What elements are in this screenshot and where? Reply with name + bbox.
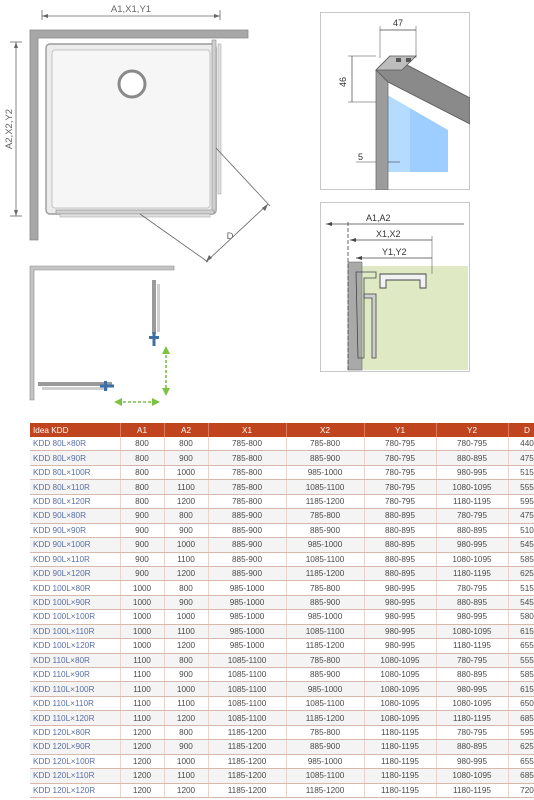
dimension-cell: 1100	[164, 624, 208, 638]
dimension-cell: 1085-1100	[208, 653, 286, 667]
dimension-cell: 1080-1095	[436, 696, 508, 710]
dimension-cell: 1080-1095	[436, 769, 508, 783]
dimension-cell: 900	[120, 509, 164, 523]
model-name-cell: KDD 80L×100R	[30, 465, 120, 479]
side-glass-panel	[212, 40, 216, 212]
column-header: Idea KDD	[30, 423, 120, 437]
table-row	[30, 624, 534, 638]
profile-width-label: 47	[392, 18, 404, 28]
dimension-cell: 900	[120, 552, 164, 566]
dimension-cell: 595	[508, 494, 534, 508]
model-name-cell: KDD 100L×120R	[30, 639, 120, 653]
dimension-cell: 515	[508, 581, 534, 595]
dimension-cell: 1085-1100	[208, 668, 286, 682]
dimension-cell: 885-900	[286, 523, 364, 537]
dimension-cell: 510	[508, 523, 534, 537]
dimension-cell: 1200	[164, 566, 208, 580]
dimension-cell: 625	[508, 566, 534, 580]
table-row	[30, 653, 534, 667]
drain-icon	[119, 71, 145, 97]
dimension-cell: 885-900	[286, 595, 364, 609]
model-name-cell: KDD 120L×90R	[30, 740, 120, 754]
dimension-cell: 1100	[164, 769, 208, 783]
dimension-cell: 985-1000	[286, 465, 364, 479]
model-name-cell: KDD 80L×110R	[30, 480, 120, 494]
dimension-cell: 885-900	[208, 509, 286, 523]
dimension-cell: 1100	[120, 711, 164, 725]
dimension-cell: 1185-1200	[208, 725, 286, 739]
table-row	[30, 668, 534, 682]
model-name-cell: KDD 100L×110R	[30, 624, 120, 638]
dimension-cell: 980-995	[364, 639, 436, 653]
table-row	[30, 783, 534, 797]
column-header: A1	[120, 423, 164, 437]
dimension-cell: 780-795	[364, 480, 436, 494]
dimension-cell: 980-995	[364, 610, 436, 624]
dimension-cell: 1185-1200	[286, 639, 364, 653]
table-row	[30, 465, 534, 479]
dimension-cell: 885-900	[208, 566, 286, 580]
dimension-cell: 980-995	[436, 465, 508, 479]
dimension-cell: 1085-1100	[286, 624, 364, 638]
dimension-cell: 1000	[164, 538, 208, 552]
dimension-cell: 1000	[164, 754, 208, 768]
dimension-cell: 440	[508, 437, 534, 451]
model-name-cell: KDD 110L×100R	[30, 682, 120, 696]
dimension-cell: 980-995	[364, 595, 436, 609]
table-row	[30, 740, 534, 754]
dimension-cell: 1180-1195	[436, 566, 508, 580]
dimension-cell: 1100	[120, 668, 164, 682]
model-name-cell: KDD 100L×90R	[30, 595, 120, 609]
column-header: A2	[164, 423, 208, 437]
model-name-cell: KDD 120L×100R	[30, 754, 120, 768]
dimension-cell: 900	[164, 740, 208, 754]
model-name-cell: KDD 110L×120R	[30, 711, 120, 725]
dimension-cell: 615	[508, 682, 534, 696]
dimensions-table	[30, 423, 534, 798]
model-name-cell: KDD 110L×80R	[30, 653, 120, 667]
dimension-cell: 1185-1200	[286, 494, 364, 508]
dimension-cell: 1200	[164, 639, 208, 653]
dimension-cell: 780-795	[436, 509, 508, 523]
dimension-cell: 985-1000	[208, 610, 286, 624]
dimension-cell: 780-795	[364, 494, 436, 508]
dimension-cell: 1085-1100	[286, 480, 364, 494]
model-name-cell: KDD 120L×120R	[30, 783, 120, 797]
wall-profile	[348, 262, 362, 370]
profile-detail-view	[320, 12, 470, 190]
dimension-cell: 1180-1195	[364, 754, 436, 768]
dimension-cell: 800	[164, 653, 208, 667]
dimension-cell: 980-995	[364, 624, 436, 638]
dimension-cell: 985-1000	[286, 754, 364, 768]
dimension-cell: 880-895	[436, 595, 508, 609]
sliding-door-front	[60, 214, 210, 217]
table-row	[30, 769, 534, 783]
model-name-cell: KDD 90L×80R	[30, 509, 120, 523]
column-header: Y2	[436, 423, 508, 437]
dimension-cell: 1200	[120, 725, 164, 739]
dimension-cell: 1200	[164, 783, 208, 797]
model-name-cell: KDD 110L×90R	[30, 668, 120, 682]
handle-icon	[149, 332, 159, 346]
dimension-cell: 900	[164, 523, 208, 537]
dimension-cell: 885-900	[208, 523, 286, 537]
width-dimension	[42, 4, 220, 20]
dimension-cell: 800	[164, 509, 208, 523]
dimension-cell: 1085-1100	[286, 552, 364, 566]
dimension-cell: 980-995	[436, 538, 508, 552]
model-name-cell: KDD 120L×80R	[30, 725, 120, 739]
diagonal-label: D	[226, 231, 234, 242]
dimension-cell: 900	[164, 595, 208, 609]
dimension-cell: 900	[120, 523, 164, 537]
dimension-cell: 880-895	[364, 509, 436, 523]
dimension-cell: 980-995	[436, 610, 508, 624]
dimension-cell: 985-1000	[286, 682, 364, 696]
table-body	[30, 437, 534, 797]
table-row	[30, 725, 534, 739]
dimension-cell: 1000	[164, 610, 208, 624]
dimension-cell: 1100	[164, 696, 208, 710]
section-y-label: Y1,Y2	[382, 247, 407, 257]
dimension-cell: 1200	[120, 769, 164, 783]
dimension-cell: 780-795	[436, 725, 508, 739]
dimension-cell: 555	[508, 480, 534, 494]
dimension-cell: 1200	[120, 783, 164, 797]
dimension-cell: 515	[508, 465, 534, 479]
dimension-cell: 585	[508, 552, 534, 566]
dimension-cell: 785-800	[208, 437, 286, 451]
dimension-cell: 1085-1100	[208, 682, 286, 696]
dimension-cell: 1080-1095	[364, 696, 436, 710]
dimension-cell: 780-795	[436, 653, 508, 667]
dimension-cell: 780-795	[364, 465, 436, 479]
dimension-cell: 1080-1095	[364, 668, 436, 682]
dimension-cell: 545	[508, 538, 534, 552]
dimension-cell: 985-1000	[286, 610, 364, 624]
dimension-cell: 800	[164, 725, 208, 739]
dimension-cell: 880-895	[436, 668, 508, 682]
dimension-cell: 1185-1200	[208, 769, 286, 783]
dimension-cell: 880-895	[436, 740, 508, 754]
table-row	[30, 696, 534, 710]
table-row	[30, 754, 534, 768]
dimension-cell: 1080-1095	[364, 653, 436, 667]
table-row	[30, 595, 534, 609]
model-name-cell: KDD 110L×110R	[30, 696, 120, 710]
column-header: D	[508, 423, 534, 437]
table-row	[30, 639, 534, 653]
dimension-cell: 1080-1095	[364, 711, 436, 725]
table-row	[30, 610, 534, 624]
dimension-cell: 1185-1200	[208, 754, 286, 768]
dimension-cell: 1180-1195	[436, 783, 508, 797]
dimension-cell: 1180-1195	[364, 740, 436, 754]
dimension-cell: 1000	[120, 595, 164, 609]
dimension-cell: 880-895	[364, 566, 436, 580]
table-row	[30, 552, 534, 566]
dimension-cell: 1080-1095	[364, 682, 436, 696]
dimension-cell: 780-795	[436, 437, 508, 451]
dimension-cell: 1100	[120, 653, 164, 667]
dimension-cell: 685	[508, 711, 534, 725]
dimension-cell: 1000	[164, 465, 208, 479]
dimension-cell: 1100	[164, 480, 208, 494]
dimension-cell: 785-800	[286, 437, 364, 451]
dimension-cell: 720	[508, 783, 534, 797]
dimension-cell: 880-895	[364, 538, 436, 552]
dimension-cell: 800	[120, 437, 164, 451]
dimension-cell: 785-800	[208, 451, 286, 465]
dimension-cell: 780-795	[436, 581, 508, 595]
dimension-cell: 1200	[164, 711, 208, 725]
table-row	[30, 581, 534, 595]
section-a-label: A1,A2	[366, 213, 391, 223]
width-label: A1,X1,Y1	[110, 4, 152, 15]
dimension-cell: 800	[120, 494, 164, 508]
dimension-cell: 1080-1095	[436, 624, 508, 638]
dimension-cell: 900	[164, 668, 208, 682]
section-detail-view	[320, 202, 470, 372]
dimension-cell: 1100	[164, 552, 208, 566]
sliding-door-side	[218, 44, 221, 194]
dimension-cell: 885-900	[286, 668, 364, 682]
dimension-cell: 1185-1200	[286, 711, 364, 725]
dimension-cell: 785-800	[286, 581, 364, 595]
fixed-side-panel	[152, 280, 156, 334]
dimension-cell: 1180-1195	[364, 725, 436, 739]
dimension-cell: 615	[508, 624, 534, 638]
dimension-cell: 980-995	[436, 682, 508, 696]
dimension-cell: 900	[120, 538, 164, 552]
table-row	[30, 451, 534, 465]
model-name-cell: KDD 120L×110R	[30, 769, 120, 783]
model-name-cell: KDD 90L×90R	[30, 523, 120, 537]
front-glass-panel	[56, 210, 214, 214]
dimension-cell: 1100	[120, 682, 164, 696]
table-row	[30, 566, 534, 580]
table-header-row	[30, 423, 534, 437]
dimension-cell: 785-800	[208, 494, 286, 508]
dimension-cell: 655	[508, 754, 534, 768]
dimension-cell: 1185-1200	[208, 740, 286, 754]
dimension-cell: 785-800	[208, 465, 286, 479]
table-row	[30, 711, 534, 725]
table-row	[30, 682, 534, 696]
dimension-cell: 985-1000	[208, 595, 286, 609]
glass-inset-label: 5	[358, 152, 364, 162]
dimension-cell: 785-800	[208, 480, 286, 494]
model-name-cell: KDD 90L×110R	[30, 552, 120, 566]
dimension-cell: 1000	[120, 581, 164, 595]
dimension-cell: 1000	[120, 610, 164, 624]
dimension-cell: 1185-1200	[208, 783, 286, 797]
depth-label: A2,X2,Y2	[4, 108, 15, 150]
model-name-cell: KDD 90L×120R	[30, 566, 120, 580]
column-header: X1	[208, 423, 286, 437]
column-header: X2	[286, 423, 364, 437]
dimension-cell: 880-895	[364, 523, 436, 537]
profile-height-label: 46	[338, 76, 348, 88]
dimension-cell: 1085-1100	[208, 711, 286, 725]
dimension-cell: 580	[508, 610, 534, 624]
dimension-cell: 1200	[164, 494, 208, 508]
model-name-cell: KDD 100L×80R	[30, 581, 120, 595]
dimension-cell: 545	[508, 595, 534, 609]
dimension-cell: 880-895	[436, 523, 508, 537]
dimension-cell: 595	[508, 725, 534, 739]
dimension-cell: 985-1000	[208, 581, 286, 595]
dimension-cell: 1180-1195	[436, 639, 508, 653]
model-name-cell: KDD 100L×100R	[30, 610, 120, 624]
dimension-cell: 800	[164, 437, 208, 451]
dimension-cell: 880-895	[364, 552, 436, 566]
dimension-cell: 985-1000	[208, 639, 286, 653]
top-plan-view	[0, 0, 300, 270]
dimension-cell: 1000	[164, 682, 208, 696]
dimension-cell: 1080-1095	[436, 480, 508, 494]
dimension-cell: 900	[164, 451, 208, 465]
table-row	[30, 494, 534, 508]
model-name-cell: KDD 80L×120R	[30, 494, 120, 508]
dimension-cell: 880-895	[436, 451, 508, 465]
model-name-cell: KDD 80L×90R	[30, 451, 120, 465]
dimension-cell: 800	[120, 465, 164, 479]
dimension-cell: 885-900	[286, 451, 364, 465]
table-row	[30, 538, 534, 552]
section-x-label: X1,X2	[376, 229, 401, 239]
dimension-cell: 1180-1195	[364, 783, 436, 797]
table-row	[30, 480, 534, 494]
table-row	[30, 437, 534, 451]
dimension-cell: 1185-1200	[286, 783, 364, 797]
dimension-cell: 1180-1195	[364, 769, 436, 783]
dimension-cell: 800	[120, 480, 164, 494]
dimension-cell: 780-795	[364, 451, 436, 465]
dimension-cell: 985-1000	[286, 538, 364, 552]
dimension-cell: 780-795	[364, 437, 436, 451]
dimension-cell: 1200	[120, 740, 164, 754]
table-row	[30, 523, 534, 537]
dimension-cell: 785-800	[286, 725, 364, 739]
dimension-cell: 1100	[120, 696, 164, 710]
dimension-cell: 985-1000	[208, 624, 286, 638]
dimension-cell: 885-900	[286, 740, 364, 754]
dimension-cell: 785-800	[286, 509, 364, 523]
dimension-cell: 1185-1200	[286, 566, 364, 580]
table-row	[30, 509, 534, 523]
model-name-cell: KDD 80L×80R	[30, 437, 120, 451]
dimension-cell: 1000	[120, 639, 164, 653]
dimension-cell: 885-900	[208, 538, 286, 552]
dimension-cell: 1085-1100	[286, 696, 364, 710]
dimension-cell: 980-995	[364, 581, 436, 595]
dimension-cell: 1180-1195	[436, 711, 508, 725]
dimension-cell: 885-900	[208, 552, 286, 566]
dimension-cell: 980-995	[436, 754, 508, 768]
dimension-cell: 800	[120, 451, 164, 465]
dimension-cell: 1085-1100	[286, 769, 364, 783]
dimension-cell: 1085-1100	[208, 696, 286, 710]
dimension-cell: 785-800	[286, 653, 364, 667]
dimension-cell: 1000	[120, 624, 164, 638]
dimension-cell: 1080-1095	[436, 552, 508, 566]
dimension-cell: 900	[120, 566, 164, 580]
dimension-cell: 555	[508, 653, 534, 667]
dimension-cell: 650	[508, 696, 534, 710]
depth-dimension	[4, 42, 22, 216]
dimension-cell: 800	[164, 581, 208, 595]
model-name-cell: KDD 90L×100R	[30, 538, 120, 552]
dimension-cell: 475	[508, 509, 534, 523]
dimension-cell: 685	[508, 769, 534, 783]
dimension-cell: 1200	[120, 754, 164, 768]
dimension-cell: 1180-1195	[436, 494, 508, 508]
opening-plan-view	[24, 262, 184, 412]
vertical-profile	[376, 70, 388, 190]
dimension-cell: 655	[508, 639, 534, 653]
column-header: Y1	[364, 423, 436, 437]
dimension-cell: 625	[508, 740, 534, 754]
dimension-cell: 475	[508, 451, 534, 465]
dimension-cell: 585	[508, 668, 534, 682]
